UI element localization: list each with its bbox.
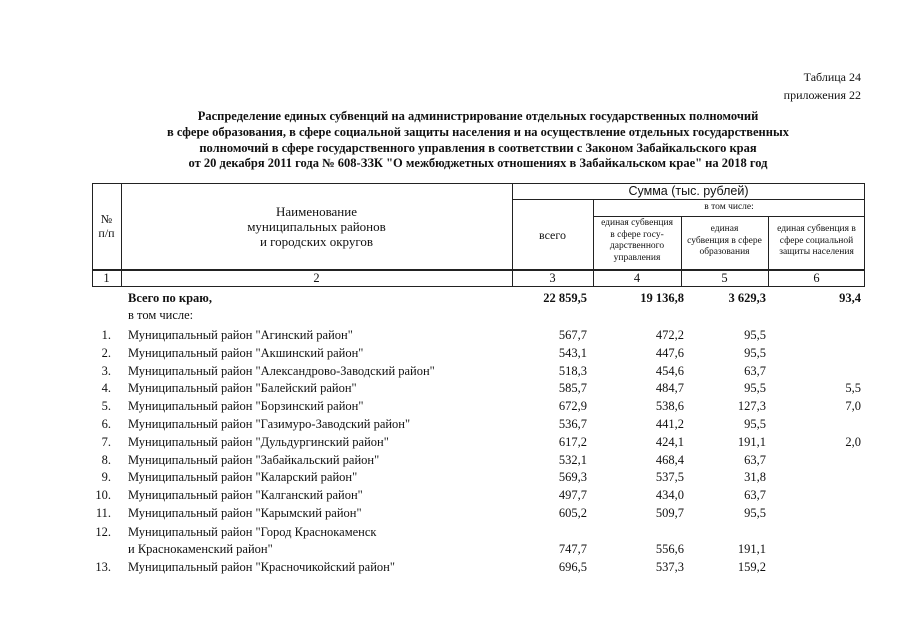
table-row [0,344,905,362]
document-title [88,109,868,172]
row-edu: 159,2 [737,560,766,574]
table-row [0,451,905,469]
table-row [0,415,905,433]
row-name: Муниципальный район "Газимуро-Заводский район" [128,417,411,431]
row-number: 3. [101,363,111,378]
row-name: Муниципальный район "Каларский район" [128,470,358,485]
total-soc: 93,4 [839,291,861,305]
row-total: 543,1 [558,345,587,360]
row-name: Муниципальный район "Калганский район" [128,488,363,503]
row-gov: 509,7 [655,506,684,520]
row-divider [512,199,865,200]
header-gov-line: дарственного [609,241,665,251]
col-number-6: 6 [813,271,820,285]
row-edu: 191,1 [737,542,766,556]
header-gov-line: управления [613,252,661,263]
col-number-5: 5 [721,271,728,285]
row-soc: 2,0 [845,434,861,449]
header-soc-line: сфере социальной [779,235,854,246]
total-edu: 3 629,3 [728,291,766,305]
row-total: 747,7 [558,542,587,556]
row-number: 12. [95,525,111,539]
table-number: Таблица 24 [803,70,861,84]
including-row [0,306,905,324]
title-line: от 20 декабря 2011 года № 608-ЗЗК "О межбюджетных отношениях в Забайкальском крае" на 2018 год [188,156,768,171]
total-label: Всего по краю, [128,291,212,305]
row-gov: 441,2 [655,417,684,431]
title-line: полномочий в сфере государственного управления в соответствии с Законом Забайкальского края [199,140,757,155]
total-sum: 22 859,5 [543,291,587,305]
table-row [0,379,905,397]
title-line: в сфере образования, в сфере социальной защиты населения и на осуществление отдельных государственных [167,124,789,139]
appendix-reference: приложения 22 [783,88,861,102]
row-number: 2. [101,345,111,360]
header-gov-line: единая субвенция [601,218,673,228]
table-row [0,504,905,522]
col-number-2: 2 [313,271,320,285]
header-soc-line: защиты населения [779,247,854,257]
row-total: 536,7 [558,417,587,431]
row-gov: 556,6 [655,542,684,556]
row-gov: 484,7 [655,381,684,396]
row-number: 10. [95,488,111,503]
header-edu-line: субвенция в сфере [687,235,762,246]
row-total: 605,2 [558,506,587,520]
table-row [0,433,905,451]
row-total: 567,7 [558,328,587,342]
row-gov: 537,3 [655,560,684,574]
row-total: 696,5 [558,560,587,574]
header-num-line: № [100,212,113,226]
row-total: 672,9 [558,399,587,414]
row-gov: 538,6 [655,399,684,414]
row-total: 497,7 [558,488,587,503]
row-number: 1. [101,328,111,342]
row-name: Муниципальный район "Карымский район" [128,506,362,520]
header-name [121,204,512,249]
row-gov: 434,0 [655,488,684,503]
row-total: 532,1 [558,452,587,467]
col-number-3: 3 [549,271,556,285]
row-name: Муниципальный район "Акшинский район" [128,345,364,360]
table-row [0,523,905,541]
row-number: 13. [95,560,111,574]
row-gov: 472,2 [655,328,684,342]
header-sum: Сумма (тыс. рублей) [628,184,749,198]
row-edu: 95,5 [744,417,766,431]
header-num [92,212,121,240]
row-edu: 63,7 [744,363,766,378]
row-name: Муниципальный район "Балейский район" [128,381,357,396]
table-row [0,397,905,415]
row-edu: 63,7 [744,452,766,467]
table-row [0,468,905,486]
col-number-4: 4 [633,271,641,285]
row-number: 8. [101,452,111,467]
row-total: 617,2 [558,434,587,449]
row-name: Муниципальный район "Агинский район" [128,328,353,342]
including-label: в том числе: [128,308,194,322]
total-gov: 19 136,8 [640,291,684,305]
row-number: 5. [101,399,111,414]
row-divider [593,216,865,217]
header-soc [768,224,865,259]
row-edu: 95,5 [744,381,766,396]
col-number-1: 1 [103,271,110,285]
row-edu: 95,5 [744,328,766,342]
row-edu: 31,8 [744,470,766,485]
row-name: Муниципальный район "Дульдургинский район" [128,434,389,449]
row-edu: 127,3 [737,399,766,414]
row-number: 6. [101,417,111,431]
header-name-line: Наименование [276,204,357,219]
header-gov-line: в сфере госу- [610,229,664,240]
header-including: в том числе: [704,202,754,212]
header-name-line: муниципальных районов [247,219,386,234]
row-number: 9. [101,470,111,485]
row-total: 569,3 [558,470,587,485]
row-edu: 63,7 [744,488,766,503]
header-total: всего [538,228,567,242]
row-name: Муниципальный район "Борзинский район" [128,399,364,414]
table-row-continuation [0,540,905,558]
row-edu: 95,5 [744,506,766,520]
header-edu [681,224,768,259]
row-number: 11. [95,506,111,520]
row-gov: 447,6 [655,345,684,360]
row-gov: 454,6 [655,363,684,378]
row-edu: 95,5 [744,345,766,360]
header-soc-line: единая субвенция в [777,224,856,234]
row-gov: 537,5 [655,470,684,485]
row-gov: 424,1 [655,434,684,449]
header-gov [593,218,681,264]
table-row [0,362,905,380]
row-name: и Краснокаменский район" [128,542,273,556]
row-name: Муниципальный район "Александрово-Заводский район" [128,363,435,378]
total-row [0,289,905,307]
row-total: 518,3 [558,363,587,378]
row-name: Муниципальный район "Забайкальский район" [128,452,380,467]
header-edu-line: образования [699,247,750,257]
row-number: 4. [101,381,111,396]
row-gov: 468,4 [655,452,684,467]
row-name: Муниципальный район "Город Краснокаменск [128,525,377,539]
header-name-line: и городских округов [259,234,374,249]
row-name: Муниципальный район "Красночикойский район" [128,560,395,574]
row-total: 585,7 [558,381,587,396]
header-edu-line: единая [710,224,739,234]
row-soc: 7,0 [845,399,861,414]
header-num-line: п/п [98,226,115,240]
table-row [0,486,905,504]
row-edu: 191,1 [737,434,766,449]
title-line: Распределение единых субвенций на администрирование отдельных государственных полномочий [197,109,759,123]
table-row [0,326,905,344]
row-number: 7. [101,434,111,449]
table-row [0,558,905,576]
row-soc: 5,5 [845,381,861,396]
